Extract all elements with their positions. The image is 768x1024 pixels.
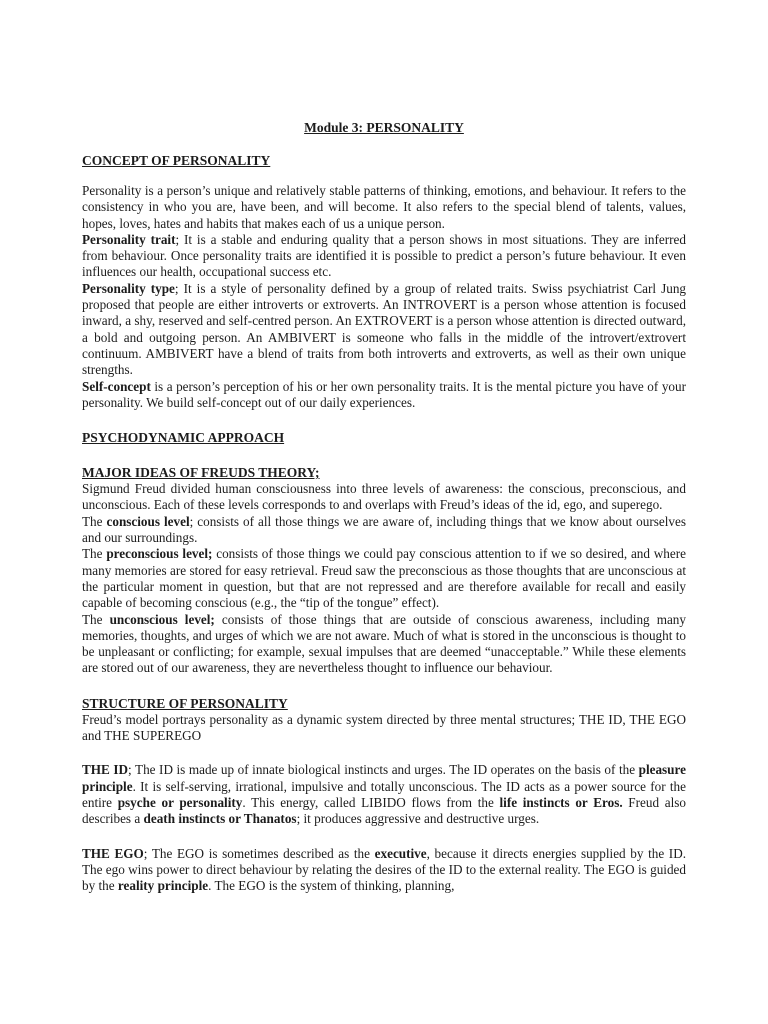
ego-paragraph xyxy=(82,846,686,895)
document-body xyxy=(82,119,686,894)
freud-theory-heading: MAJOR IDEAS OF FREUDS THEORY; xyxy=(82,465,320,481)
ego-text-1: ; The EGO is sometimes described as the xyxy=(143,845,375,861)
unconscious-level-text: consists of those things that are outside of conscious awareness, including many memories, thoughts, and urges of which we are not aware. Much of what is stored in the unconscious is thought to be unpleasant or conflicting; for example, sexual impulses that are deemed “unacceptable.” While these elements are stored out of our awareness, they are nevertheless thought to influence our behaviour. xyxy=(82,611,686,676)
module-title: Module 3: PERSONALITY xyxy=(304,120,464,135)
pleasure-principle-term: pleasure principle xyxy=(82,762,686,794)
unconscious-level-term: unconscious level; xyxy=(109,611,215,627)
conscious-prefix: The xyxy=(82,513,107,529)
psychodynamic-heading: PSYCHODYNAMIC APPROACH xyxy=(82,430,285,446)
structure-heading: STRUCTURE OF PERSONALITY xyxy=(82,695,288,711)
preconscious-level-paragraph xyxy=(82,546,686,611)
thanatos-term: death instincts or Thanatos xyxy=(143,811,297,827)
personality-type-text: ; It is a style of personality defined by a group of related traits. Swiss psychiatrist Carl Jung proposed that people are either introverts or extroverts. An INTROVERT is a person whose attention is focused inward, a shy, reserved and self-centred person. An EXTROVERT is a person whose attention is directed outward, a bold and outgoing person. An AMBIVERT is someone who falls in the middle of the introvert/extrovert continuum. AMBIVERT have a blend of traits from both introverts and extroverts, as well as their own unique strengths. xyxy=(82,280,687,378)
id-text-5: ; it produces aggressive and destructive urges. xyxy=(296,811,540,827)
psyche-term: psyche or personality xyxy=(117,794,243,810)
structure-intro-paragraph: Freud’s model portrays personality as a dynamic system directed by three mental structures; THE ID, THE EGO and THE SUPEREGO xyxy=(82,711,686,744)
personality-type-paragraph xyxy=(82,281,686,379)
conscious-level-text: ; consists of all those things we are aware of, including things that we know about ourselves and our surroundings. xyxy=(82,513,686,546)
freud-intro-paragraph: Sigmund Freud divided human consciousness into three levels of awareness: the conscious, preconscious, and unconscious. Each of these levels corresponds to and overlaps with Freud’s ideas of the id, ego, and superego. xyxy=(82,481,686,513)
id-text-1: ; The ID is made up of innate biological instincts and urges. The ID operates on the basis of the xyxy=(128,762,639,778)
ego-text-3: . The EGO is the system of thinking, planning, xyxy=(208,878,455,894)
concept-heading: CONCEPT OF PERSONALITY xyxy=(82,153,271,168)
id-text-4: Freud also describes a xyxy=(82,794,686,827)
reality-principle-term: reality principle xyxy=(117,878,209,894)
self-concept-term: Self-concept xyxy=(82,378,151,394)
id-text-2: . It is self-serving, irrational, impulsive and totally unconscious. The ID acts as a power source for the entire xyxy=(82,778,686,810)
personality-type-term: Personality type xyxy=(82,280,175,296)
id-term: THE ID xyxy=(82,762,129,778)
concept-intro-paragraph: Personality is a person’s unique and relatively stable patterns of thinking, emotions, and behaviour. It refers to the consistency in who you are, have been, and will become. It also refers to the special blend of talents, values, hopes, loves, hates and habits that makes each of us a unique person. xyxy=(82,183,686,231)
id-paragraph xyxy=(82,762,686,827)
self-concept-paragraph xyxy=(82,379,686,412)
unconscious-prefix: The xyxy=(82,611,110,627)
preconscious-level-term: preconscious level; xyxy=(106,546,213,562)
unconscious-level-paragraph xyxy=(82,612,686,677)
self-concept-text: is a person’s perception of his or her own personality traits. It is the mental picture you have of your personality. We build self-concept out of our daily experiences. xyxy=(82,378,686,410)
ego-term: THE EGO xyxy=(82,845,144,861)
conscious-level-paragraph xyxy=(82,514,686,547)
conscious-level-term: conscious level xyxy=(106,513,190,529)
id-text-3: . This energy, called LIBIDO flows from the xyxy=(242,794,500,810)
ego-text-2: , because it directs energies supplied by the ID. The ego wins power to direct behaviour by relating the desires of the ID to the external reality. The EGO is guided by the xyxy=(82,845,687,894)
personality-trait-paragraph xyxy=(82,232,686,281)
executive-term: executive xyxy=(374,845,427,861)
personality-trait-term: Personality trait xyxy=(82,231,176,247)
personality-trait-text: ; It is a stable and enduring quality that a person shows in most situations. They are inferred from behaviour. Once personality traits are identified it is possible to predict a person’s future behaviour. It even influences our health, occupational success etc. xyxy=(82,231,686,280)
eros-term: life instincts or Eros. xyxy=(499,794,623,810)
preconscious-prefix: The xyxy=(82,546,107,562)
preconscious-level-text: consists of those things we could pay conscious attention to if we so desired, and where many memories are stored for easy retrieval. Freud saw the preconscious as those thoughts that are unconscious at the particular moment in question, but that are not repressed and are therefore available for recall and easily capable of becoming conscious (e.g., the “tip of the tongue” effect). xyxy=(82,546,687,611)
